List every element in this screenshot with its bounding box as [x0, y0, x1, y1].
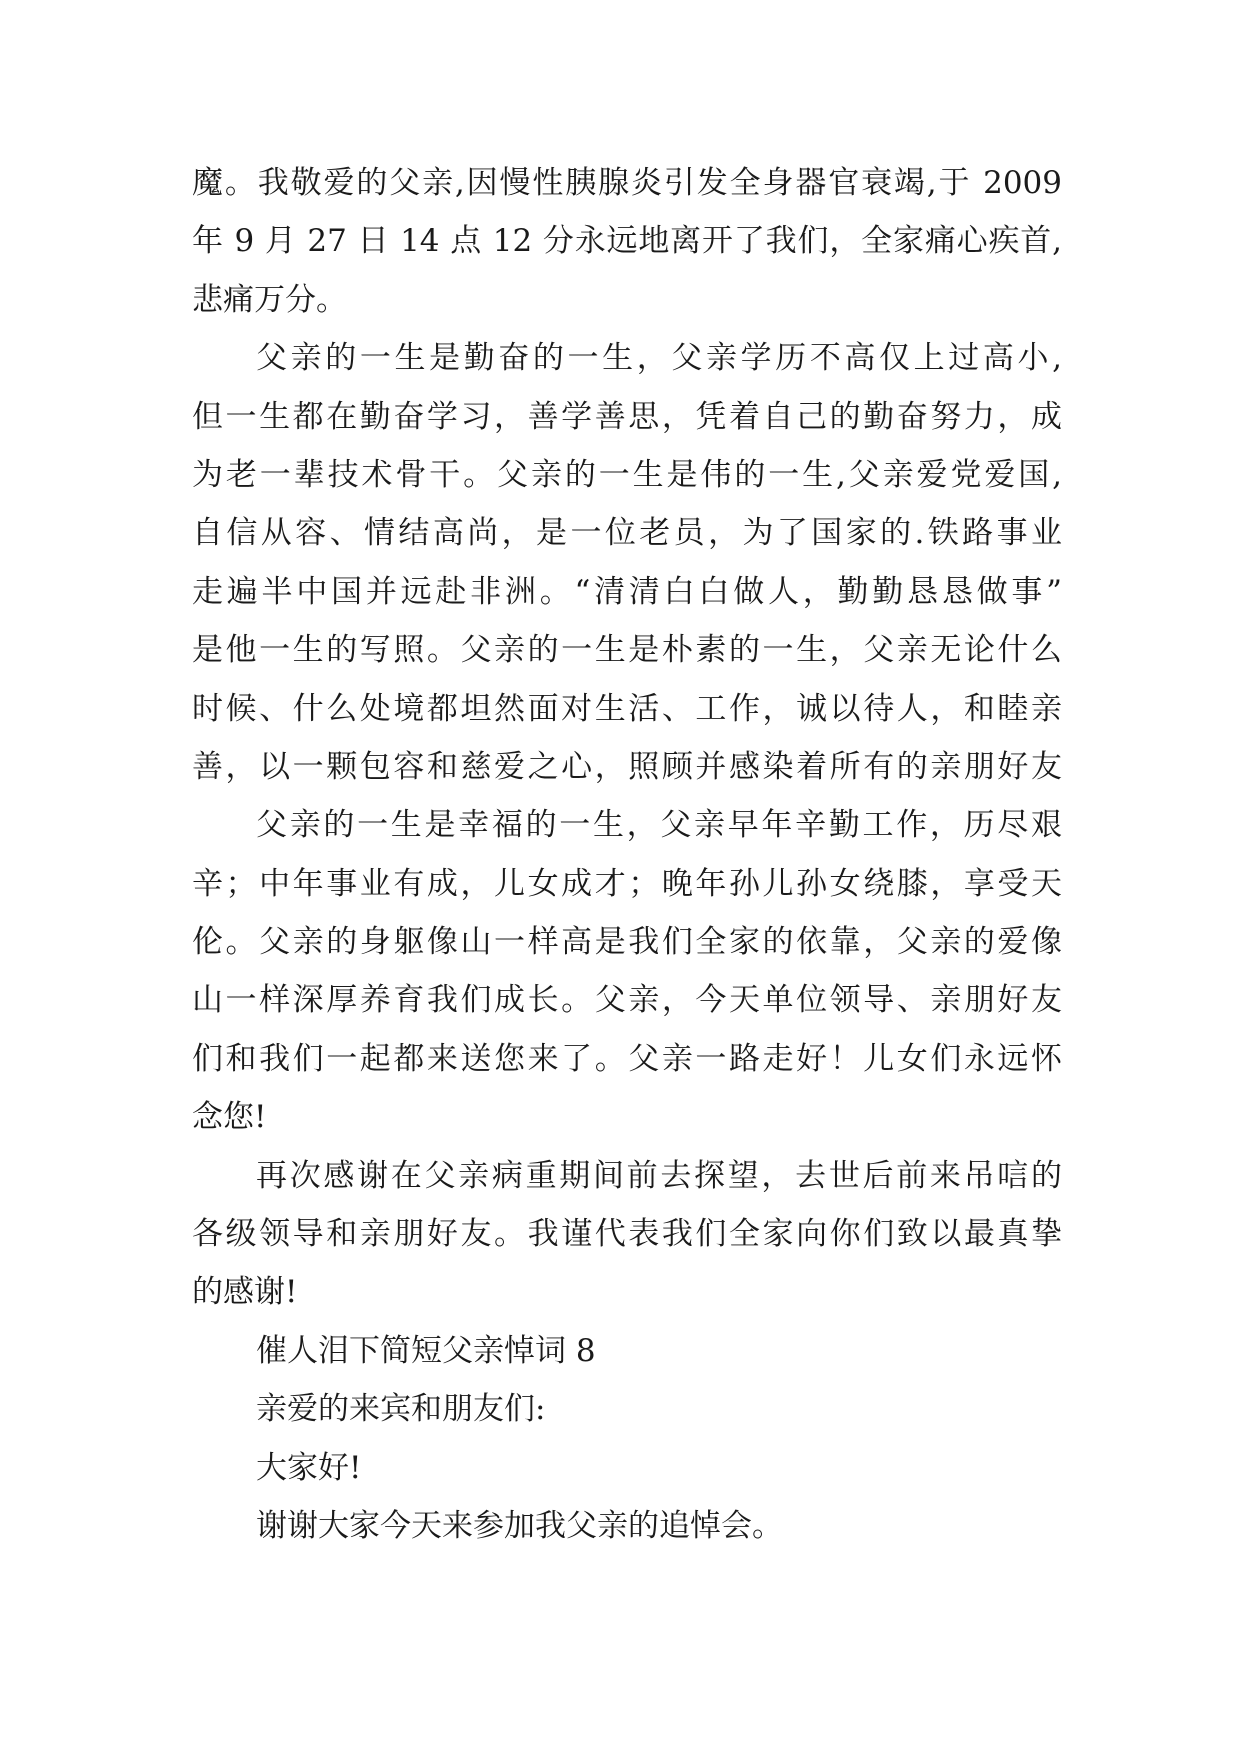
- text-line: 念您!: [192, 1099, 267, 1136]
- text-line: 的感谢!: [192, 1274, 298, 1311]
- text-line: 大家好!: [256, 1449, 362, 1486]
- eulogy-text-body: [192, 154, 1062, 1555]
- text-line: 各级领导和亲朋好友。我谨代表我们全家向你们致以最真挚: [192, 1216, 1062, 1253]
- text-line: 父亲的一生是勤奋的一生，父亲学历不高仅上过高小,: [256, 340, 1062, 377]
- text-line: 但一生都在勤奋学习，善学善思，凭着自己的勤奋努力，成: [192, 398, 1062, 435]
- text-line: 为老一辈技术骨干。父亲的一生是伟的一生,父亲爱党爱国,: [192, 456, 1062, 493]
- text-line: 再次感谢在父亲病重期间前去探望，去世后前来吊唁的: [256, 1157, 1062, 1194]
- text-line: 自信从容、情结高尚，是一位老员，为了国家的.铁路事业: [192, 515, 1062, 552]
- text-line: 走遍半中国并远赴非洲。“清清白白做人，勤勤恳恳做事”: [192, 573, 1062, 610]
- text-line: 们和我们一起都来送您来了。父亲一路走好！儿女们永远怀: [192, 1040, 1062, 1077]
- text-line: 辛；中年事业有成，儿女成才；晚年孙儿孙女绕膝，享受天: [192, 865, 1062, 902]
- text-line: 时候、什么处境都坦然面对生活、工作，诚以待人，和睦亲: [192, 690, 1062, 727]
- text-line: 伦。父亲的身躯像山一样高是我们全家的依靠，父亲的爱像: [192, 924, 1062, 961]
- text-line: 山一样深厚养育我们成长。父亲，今天单位领导、亲朋好友: [192, 982, 1062, 1019]
- text-line: 亲爱的来宾和朋友们:: [256, 1391, 546, 1428]
- text-line: 年 9 月 27 日 14 点 12 分永远地离开了我们，全家痛心疾首,: [192, 223, 1062, 260]
- text-line: 魔。我敬爱的父亲,因慢性胰腺炎引发全身器官衰竭,于 2009: [192, 165, 1062, 201]
- text-line: 是他一生的写照。父亲的一生是朴素的一生，父亲无论什么: [192, 632, 1062, 669]
- text-line: 悲痛万分。: [192, 281, 347, 318]
- text-line: 催人泪下简短父亲悼词 8: [256, 1332, 596, 1369]
- text-line: 善，以一颗包容和慈爱之心，照顾并感染着所有的亲朋好友: [192, 748, 1062, 785]
- text-line: 父亲的一生是幸福的一生，父亲早年辛勤工作，历尽艰: [256, 807, 1062, 844]
- text-line: 谢谢大家今天来参加我父亲的追悼会。: [256, 1507, 783, 1544]
